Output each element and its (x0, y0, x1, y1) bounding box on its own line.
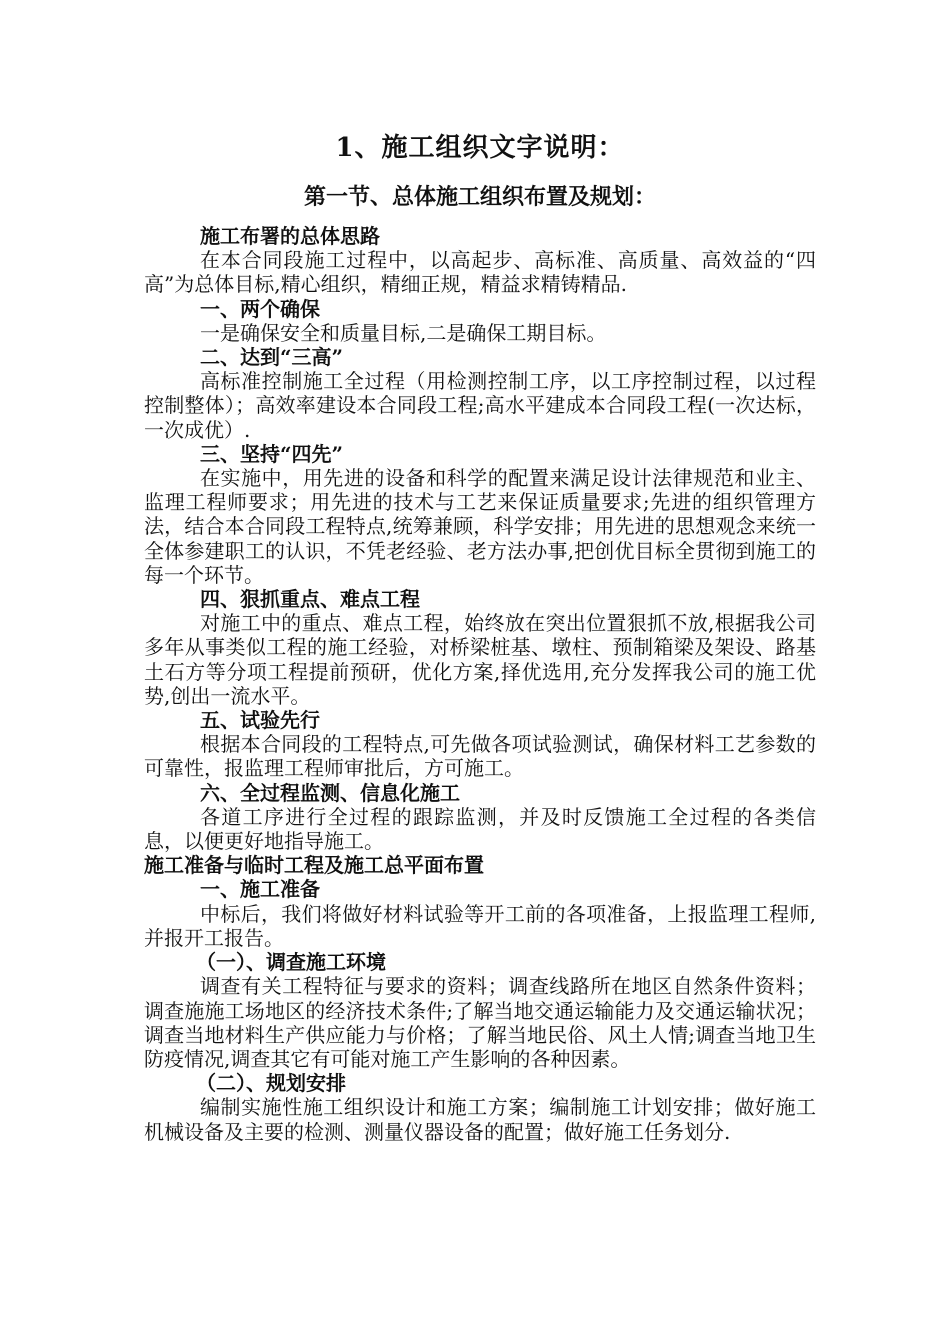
paragraph-testing-first: 根据本合同段的工程特点,可先做各项试验测试，确保材料工艺参数的可靠性，报监理工程师审批后，方可施工。 (144, 732, 816, 781)
document-page (144, 128, 816, 1144)
heading-construction-preparation: 一、施工准备 (200, 877, 320, 902)
document-title: 1、施工组织文字说明： (335, 133, 625, 163)
paragraph-three-highs: 高标准控制施工全过程（用检测控制工序，以工序控制过程，以过程控制整体）；高效率建设本合同段工程;高水平建成本合同段工程(一次达标，一次成优）. (144, 369, 816, 442)
heading-overall-approach: 施工布署的总体思路 (200, 224, 380, 248)
heading-three-highs: 二、达到“三高” (200, 345, 344, 370)
paragraph-key-difficult-works: 对施工中的重点、难点工程，始终放在突出位置狠抓不放,根据我公司多年从事类似工程的施工经验，对桥梁桩基、墩柱、预制箱梁及架设、路基土石方等分项工程提前预研，优化方案,择优选用,充分发挥我公司的施工优势,创出一流水平。 (144, 611, 816, 708)
heading-two-guarantees: 一、两个确保 (200, 296, 320, 321)
heading-four-firsts: 三、坚持“四先” (200, 441, 344, 466)
heading-construction-preparation-layout: 施工准备与临时工程及施工总平面布置 (144, 853, 484, 878)
paragraph-planning-arrangement: 编制实施性施工组织设计和施工方案；编制施工计划安排；做好施工机械设备及主要的检测、测量仪器设备的配置；做好施工任务划分. (144, 1095, 816, 1144)
paragraph-survey-environment: 调查有关工程特征与要求的资料；调查线路所在地区自然条件资料；调查施施工场地区的经济技术条件;了解当地交通运输能力及交通运输状况；调查当地材料生产供应能力与价格；了解当地民俗、风土人情;调查当地卫生防疫情况,调查其它有可能对施工产生影响的各种因素。 (144, 974, 816, 1071)
paragraph-four-firsts: 在实施中，用先进的设备和科学的配置来满足设计法律规范和业主、监理工程师要求；用先进的技术与工艺来保证质量要求;先进的组织管理方法，结合本合同段工程特点,统筹兼顾，科学安排；用先进的思想观念来统一全体参建职工的认识，不凭老经验、老方法办事,把创优目标全贯彻到施工的每一个环节。 (144, 466, 816, 587)
paragraph-overall-goal: 在本合同段施工过程中，以高起步、高标准、高质量、高效益的“四高”为总体目标,精心组织，精细正规，精益求精铸精品. (144, 248, 816, 297)
heading-key-difficult-works: 四、狠抓重点、难点工程 (200, 587, 420, 612)
heading-survey-environment: （一）、调查施工环境 (196, 950, 386, 975)
heading-full-monitoring: 六、全过程监测、信息化施工 (200, 780, 460, 805)
paragraph-two-guarantees: 一是确保安全和质量目标,二是确保工期目标。 (200, 320, 607, 345)
heading-planning-arrangement: （二）、规划安排 (196, 1071, 346, 1096)
heading-testing-first: 五、试验先行 (200, 708, 320, 733)
paragraph-construction-preparation: 中标后，我们将做好材料试验等开工前的各项准备，上报监理工程师,并报开工报告。 (144, 901, 816, 950)
paragraph-full-monitoring: 各道工序进行全过程的跟踪监测，并及时反馈施工全过程的各类信息，以便更好地指导施工。 (144, 804, 816, 854)
section-title: 第一节、总体施工组织布置及规划： (303, 184, 656, 210)
